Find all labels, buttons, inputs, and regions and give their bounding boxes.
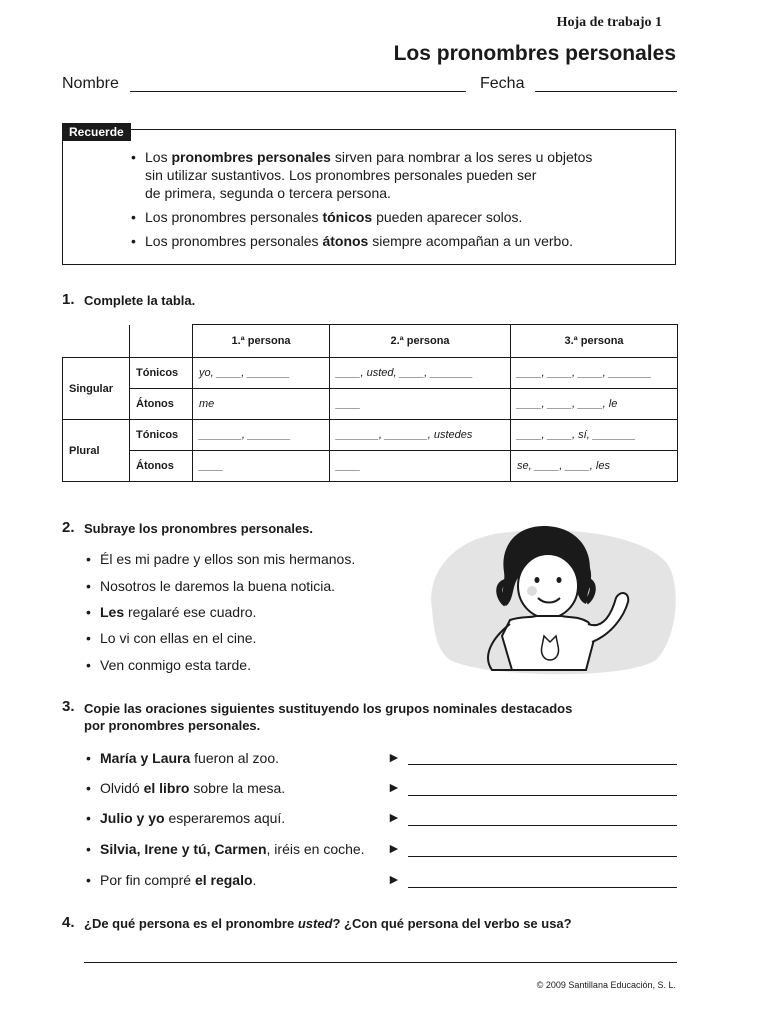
cell-plur-aton-3[interactable]: se, ____, ____, les xyxy=(511,451,678,482)
row-tonicos: Tónicos xyxy=(130,358,193,389)
worksheet-label: Hoja de trabajo 1 xyxy=(556,15,662,30)
q2-item[interactable]: • Él es mi padre y ellos son mis hermanos. xyxy=(86,551,356,567)
cell-sing-ton-3[interactable]: ____, ____, ____, _______ xyxy=(511,358,678,389)
q3-text: Copie las oraciones siguientes sustituyendo los grupos nominales destacados por pronombres personales. xyxy=(84,701,573,733)
q3-item: • Por fin compré el regalo. xyxy=(86,872,257,888)
cell-sing-aton-1[interactable]: me xyxy=(193,389,330,420)
copyright-footer: © 2009 Santillana Educación, S. L. xyxy=(536,980,676,990)
answer-line[interactable] xyxy=(408,825,677,826)
q3-number: 3. xyxy=(62,698,75,715)
row-tonicos: Tónicos xyxy=(130,420,193,451)
arrow-icon: ► xyxy=(387,809,401,825)
q3-item: • María y Laura fueron al zoo. xyxy=(86,750,279,766)
header-1a: 1.ª persona xyxy=(193,325,330,358)
pronoun-table xyxy=(62,324,678,482)
answer-line[interactable] xyxy=(408,764,677,765)
cell-plur-ton-1[interactable]: _______, _______ xyxy=(193,420,330,451)
answer-line[interactable] xyxy=(408,795,677,796)
cell-plur-aton-2[interactable]: ____ xyxy=(330,451,511,482)
arrow-icon: ► xyxy=(387,871,401,887)
header-2a: 2.ª persona xyxy=(330,325,511,358)
name-line[interactable] xyxy=(130,91,466,92)
row-atonos: Átonos xyxy=(130,451,193,482)
recuerde-bullet-2: • Los pronombres personales tónicos pueden aparecer solos. xyxy=(131,209,523,225)
header-3a: 3.ª persona xyxy=(511,325,678,358)
q2-item[interactable]: • Lo vi con ellas en el cine. xyxy=(86,630,257,646)
date-line[interactable] xyxy=(535,91,677,92)
table-corner xyxy=(130,325,193,358)
cell-sing-aton-2[interactable]: ____ xyxy=(330,389,511,420)
q1-number: 1. xyxy=(62,291,75,308)
row-group-singular: Singular xyxy=(63,358,130,420)
q2-item[interactable]: • Nosotros le daremos la buena noticia. xyxy=(86,578,336,594)
arrow-icon: ► xyxy=(387,840,401,856)
row-group-plural: Plural xyxy=(63,420,130,482)
answer-line[interactable] xyxy=(408,856,677,857)
q2-number: 2. xyxy=(62,519,75,536)
recuerde-tag: Recuerde xyxy=(62,123,131,141)
q3-item: • Julio y yo esperaremos aquí. xyxy=(86,810,286,826)
cell-sing-ton-2[interactable]: ____, usted, ____, _______ xyxy=(330,358,511,389)
cell-plur-ton-3[interactable]: ____, ____, sí, _______ xyxy=(511,420,678,451)
cell-plur-ton-2[interactable]: _______, _______, ustedes xyxy=(330,420,511,451)
q4-answer-line[interactable] xyxy=(84,962,677,963)
recuerde-bullet-1: • Los pronombres personales sirven para nombrar a los seres u objetos sin utilizar sustantivos. Los pronombres personales pueden ser de primera, segunda o tercera persona. xyxy=(131,149,593,201)
cell-plur-aton-1[interactable]: ____ xyxy=(193,451,330,482)
q3-item: • Silvia, Irene y tú, Carmen, iréis en coche. xyxy=(86,841,365,857)
date-label: Fecha xyxy=(480,75,525,92)
cell-sing-aton-3[interactable]: ____, ____, ____, le xyxy=(511,389,678,420)
q1-text: Complete la tabla. xyxy=(84,293,196,308)
q2-item[interactable]: • Ven conmigo esta tarde. xyxy=(86,657,251,673)
answer-line[interactable] xyxy=(408,887,677,888)
q4-text: ¿De qué persona es el pronombre usted? ¿Con qué persona del verbo se usa? xyxy=(84,916,572,931)
name-label: Nombre xyxy=(62,75,119,92)
cell-sing-ton-1[interactable]: yo, ____, _______ xyxy=(193,358,330,389)
girl-illustration xyxy=(426,520,678,676)
row-atonos: Átonos xyxy=(130,389,193,420)
recuerde-bullet-3: • Los pronombres personales átonos siempre acompañan a un verbo. xyxy=(131,233,574,249)
q2-text: Subraye los pronombres personales. xyxy=(84,521,314,536)
q4-number: 4. xyxy=(62,914,75,931)
table-corner xyxy=(63,325,130,358)
arrow-icon: ► xyxy=(387,779,401,795)
q3-item: • Olvidó el libro sobre la mesa. xyxy=(86,780,286,796)
page-title: Los pronombres personales xyxy=(393,42,676,65)
arrow-icon: ► xyxy=(387,749,401,765)
q2-item[interactable]: • Les regalaré ese cuadro. xyxy=(86,604,257,620)
